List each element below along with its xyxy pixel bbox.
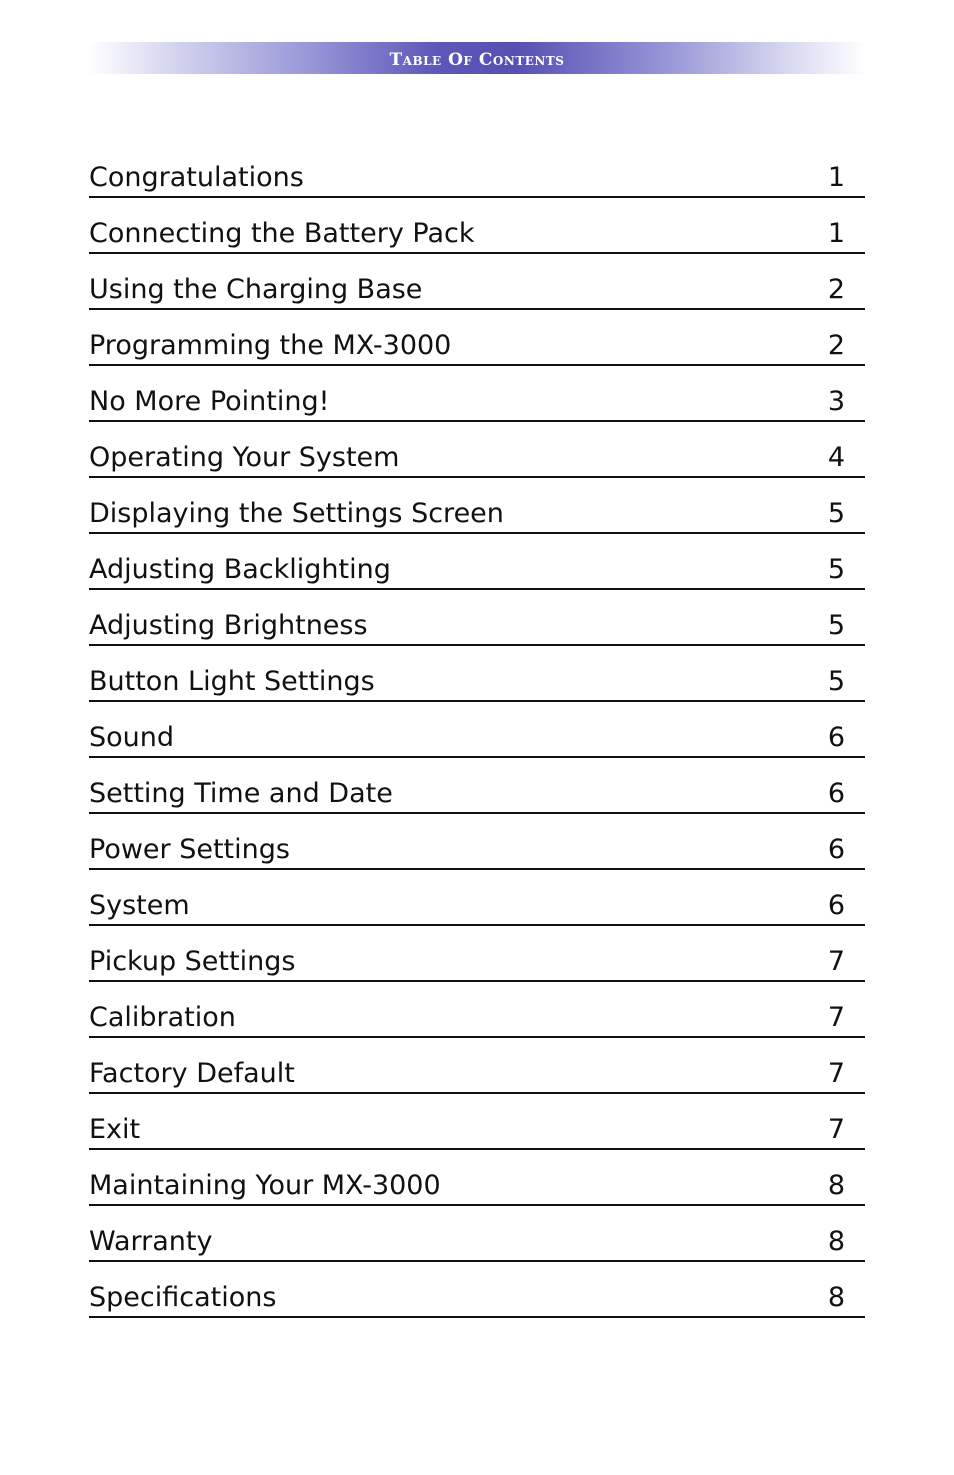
toc-entry[interactable] [89,870,865,926]
toc-entry-title: Calibration [89,1002,236,1033]
toc-entry-title: Adjusting Backlighting [89,554,391,585]
toc-entry-page: 2 [827,274,845,305]
toc-entry-page: 5 [827,666,845,697]
toc-entry-page: 5 [827,498,845,529]
toc-entry-page: 8 [827,1282,845,1313]
toc-entry-title: Displaying the Settings Screen [89,498,504,529]
toc-entry-page: 6 [827,834,845,865]
page-title: Table Of Contents [389,50,565,70]
toc-entry-title: System [89,890,190,921]
toc-entry[interactable] [89,310,865,366]
toc-entry[interactable] [89,982,865,1038]
toc-entry-title: No More Pointing! [89,386,330,417]
toc-entry-title: Warranty [89,1226,213,1257]
toc-entry-page: 8 [827,1226,845,1257]
toc-entry[interactable] [89,926,865,982]
header-banner [88,42,866,74]
toc-entry[interactable] [89,1150,865,1206]
toc-entry-title: Factory Default [89,1058,295,1089]
toc-entry-page: 6 [827,778,845,809]
toc-entry-title: Power Settings [89,834,290,865]
toc-entry-title: Programming the MX-3000 [89,330,452,361]
toc-entry[interactable] [89,198,865,254]
toc-entry[interactable] [89,1262,865,1318]
toc-entry-page: 7 [827,1114,845,1145]
toc-entry[interactable] [89,814,865,870]
toc-entry-title: Exit [89,1114,141,1145]
toc-entry[interactable] [89,422,865,478]
table-of-contents [89,142,865,1318]
toc-entry-page: 1 [827,162,845,193]
toc-entry-page: 3 [827,386,845,417]
toc-entry-title: Operating Your System [89,442,400,473]
toc-entry-title: Sound [89,722,175,753]
toc-entry-title: Specifications [89,1282,277,1313]
toc-entry-page: 1 [827,218,845,249]
toc-entry-page: 5 [827,554,845,585]
toc-entry[interactable] [89,758,865,814]
toc-entry-page: 5 [827,610,845,641]
toc-entry-page: 6 [827,722,845,753]
toc-entry-title: Congratulations [89,162,304,193]
toc-entry-title: Maintaining Your MX-3000 [89,1170,441,1201]
toc-entry[interactable] [89,366,865,422]
toc-entry[interactable] [89,646,865,702]
toc-entry[interactable] [89,142,865,198]
toc-entry-title: Button Light Settings [89,666,375,697]
toc-entry-title: Connecting the Battery Pack [89,218,475,249]
toc-entry[interactable] [89,1094,865,1150]
toc-entry[interactable] [89,534,865,590]
toc-entry[interactable] [89,590,865,646]
toc-entry-title: Pickup Settings [89,946,296,977]
toc-entry-page: 2 [827,330,845,361]
toc-entry-page: 6 [827,890,845,921]
toc-entry[interactable] [89,254,865,310]
toc-entry-page: 8 [827,1170,845,1201]
toc-entry-page: 7 [827,1002,845,1033]
toc-entry-page: 7 [827,1058,845,1089]
toc-entry[interactable] [89,478,865,534]
toc-entry[interactable] [89,1038,865,1094]
toc-entry-title: Setting Time and Date [89,778,393,809]
toc-entry-title: Adjusting Brightness [89,610,368,641]
toc-entry-page: 7 [827,946,845,977]
toc-entry-title: Using the Charging Base [89,274,423,305]
toc-entry-page: 4 [827,442,845,473]
toc-entry[interactable] [89,1206,865,1262]
toc-entry[interactable] [89,702,865,758]
